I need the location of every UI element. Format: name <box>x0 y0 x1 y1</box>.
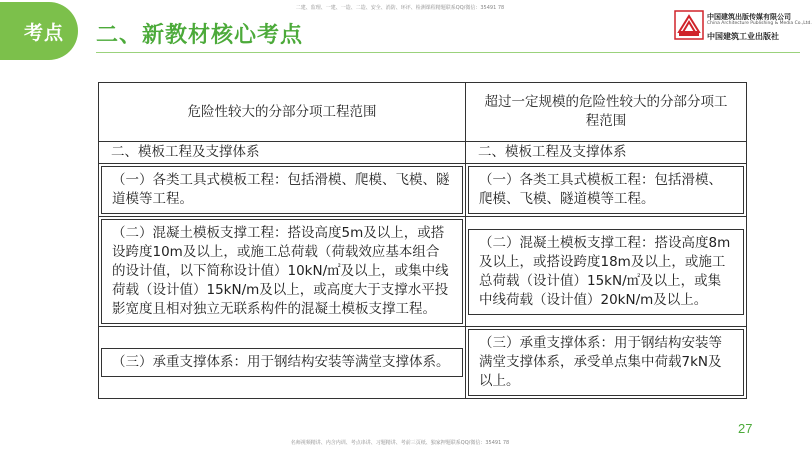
kaodian-badge <box>0 2 78 60</box>
table-section-row <box>99 142 747 164</box>
cell-text-left: （三）承重支撑体系：用于钢结构安装等满堂支撑体系。 <box>101 348 463 377</box>
table-row <box>99 164 747 217</box>
cell-text-left: （一）各类工具式模板工程：包括滑模、爬模、飞模、隧道模等工程。 <box>101 166 463 214</box>
column-header-right: 超过一定规模的危险性较大的分部分项工程范围 <box>466 83 747 142</box>
cell-text-left: （二）混凝土模板支撑工程：搭设高度5m及以上，或搭设跨度10m及以上，或施工总荷载（荷载效应基本组合的设计值，以下简称设计值）10kN/㎡及以上，或集中线荷载（设计值）15kN/m及以上，或高度大于支撑水平投影宽度且相对独立无联系构件的混凝土模板支撑工程。 <box>101 219 463 324</box>
publisher-logo-block <box>674 10 812 42</box>
page-number: 27 <box>738 421 753 436</box>
badge-label: 考点 <box>23 21 64 44</box>
table-cell-left <box>99 327 466 399</box>
top-note: 二建、监理、一建、一造、二造、安全、消防、环评、检测课程精题联系QQ/微信：35491 78 <box>295 5 505 11</box>
table-row <box>99 217 747 327</box>
section-cell-left: 二、模板工程及支撑体系 <box>99 142 466 164</box>
cell-text-right: （二）混凝土模板支撑工程：搭设高度8m及以上，或搭设跨度18m及以上，或施工总荷载（设计值）15kN/㎡及以上，或集中线荷载（设计值）20kN/m及以上。 <box>468 229 744 315</box>
column-header-left: 危险性较大的分部分项工程范围 <box>99 83 466 142</box>
cell-text-right: （一）各类工具式模板工程：包括滑模、爬模、飞模、隧道模等工程。 <box>468 166 744 214</box>
table-cell-left <box>99 217 466 327</box>
publisher-emblem-icon <box>674 10 704 40</box>
publisher-name-en: China Architecture Publishing & Media Co.,Ltd. <box>707 21 812 26</box>
table-row <box>99 327 747 399</box>
table-header-row <box>99 83 747 142</box>
publisher-name: 中国建筑出版传媒有限公司 <box>707 13 791 21</box>
publisher-name-cn: 中国建筑工业出版社 <box>707 31 779 41</box>
cell-text-right: （三）承重支撑体系：用于钢结构安装等满堂支撑体系，承受单点集中荷载7kN及以上。 <box>468 329 744 396</box>
table-cell-left <box>99 164 466 217</box>
section-title: 二、新教材核心考点 <box>96 23 304 48</box>
content-table <box>98 82 747 399</box>
table-cell-right <box>466 217 747 327</box>
section-cell-right: 二、模板工程及支撑体系 <box>466 142 747 164</box>
bottom-note: 名师视频精讲、内含内训、考点串讲、习题精讲、考前三页纸、独家押题联系QQ/微信：35491 78 <box>290 440 510 446</box>
table-cell-right <box>466 164 747 217</box>
table-cell-right <box>466 327 747 399</box>
header-divider <box>96 52 800 53</box>
